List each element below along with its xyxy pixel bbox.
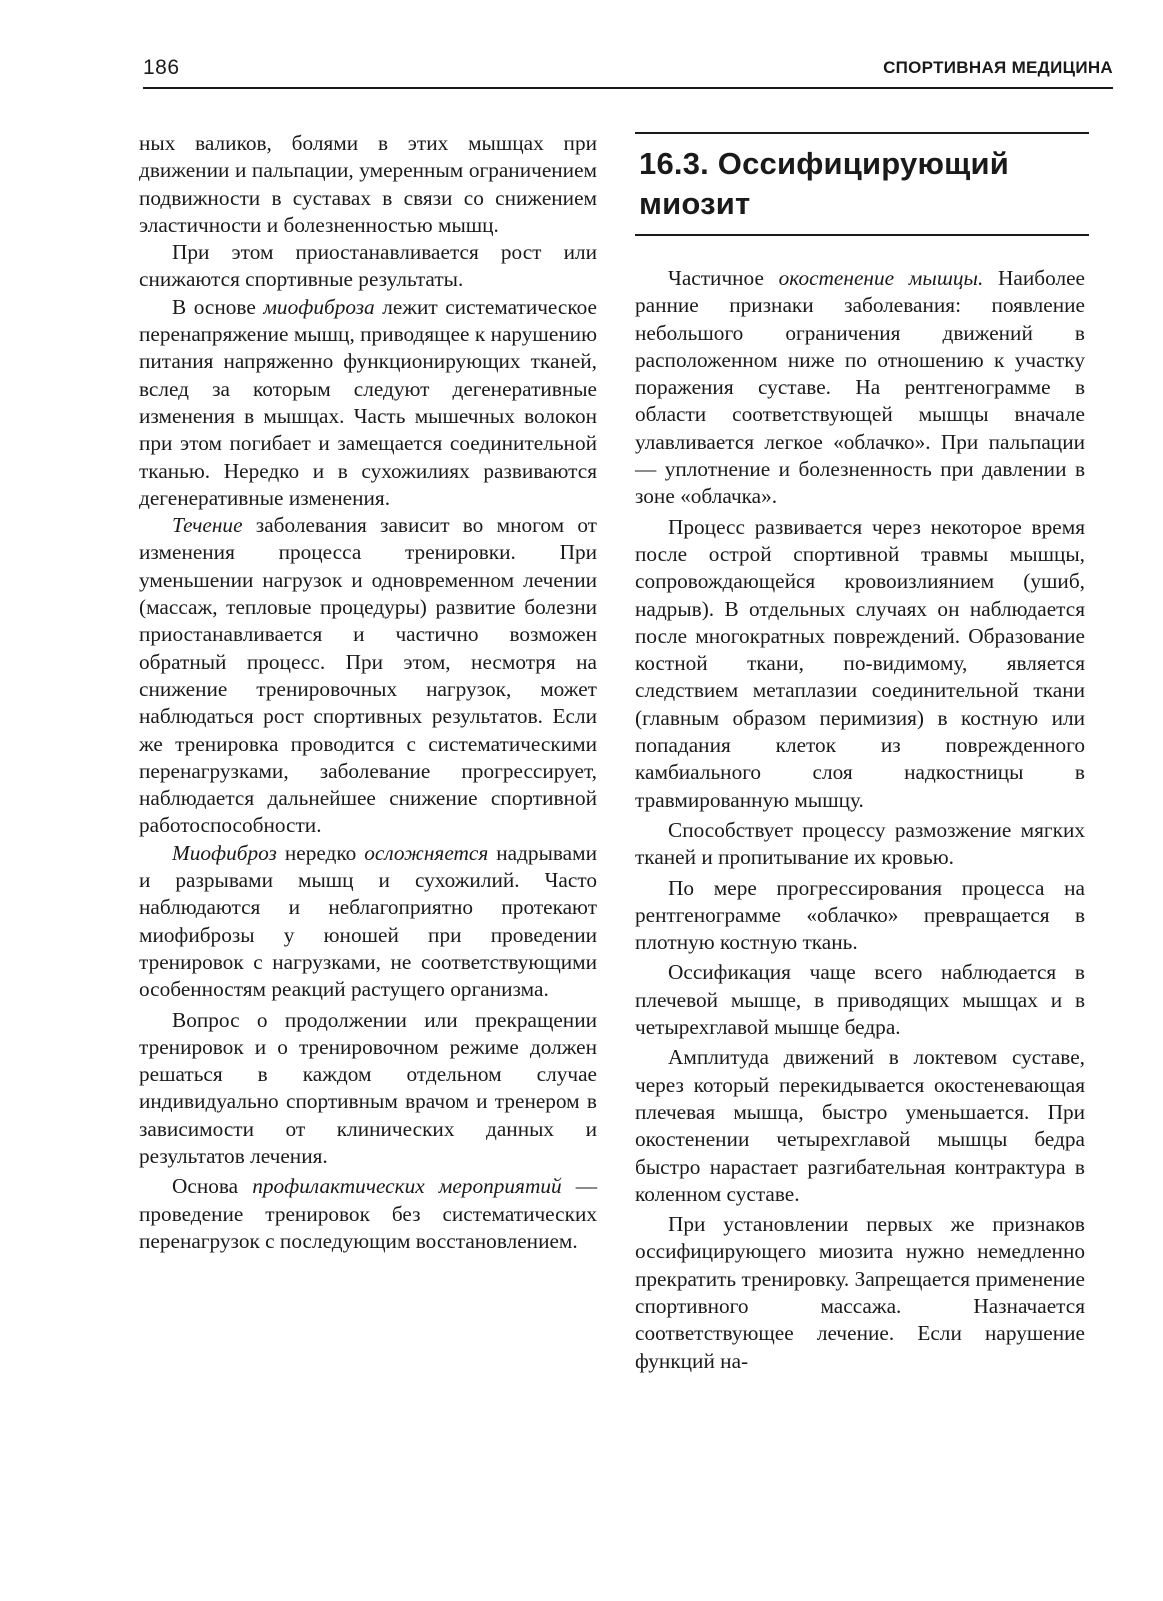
- paragraph: ных валиков, болями в этих мышцах при движении и пальпации, умеренным ограничением подвижности в суставах в связи со снижением эластичности и болезненностью мышц.: [139, 131, 597, 237]
- paragraph: Миофиброз нередко осложняется надрывами и разрывами мышц и сухожилий. Часто наблюдаются и неблагоприятно протекают миофиброзы у юношей при проведении тренировок с нагрузками, не соответствующими особенностям реакций растущего организма.: [139, 840, 597, 1002]
- page-number: 186: [143, 56, 180, 79]
- paragraph: При этом приостанавливается рост или снижаются спортивные результаты.: [139, 240, 597, 292]
- running-title: СПОРТИВНАЯ МЕДИЦИНА: [883, 58, 1113, 77]
- section-heading: 16.3. Оссифицирующий миозит: [639, 146, 1010, 221]
- paragraph: Процесс развивается через некоторое время после острой спортивной травмы мышцы, сопровождающейся кровоизлиянием (ушиб, надрыв). В отдельных случаях он наблюдается после многократных повреждений. Образование костной ткани, по-видимому, является следствием метаплазии соединительной ткани (главным образом перимизия) в костную или попадания клеток из поврежденного камбиального слоя надкостницы в травмированную мышцу.: [635, 514, 1085, 812]
- paragraph: В основе миофиброза лежит систематическое перенапряжение мышц, приводящее к нарушению питания напряженно функционирующих тканей, вслед за которым следуют дегенеративные изменения в мышцах. Часть мышечных волокон при этом погибает и замещается соединительной тканью. Нередко и в сухожилиях развиваются дегенеративные изменения.: [139, 294, 597, 510]
- paragraph: Оссификация чаще всего наблюдается в плечевой мышце, в приводящих мышцах и в четырехглавой мышце бедра.: [635, 960, 1085, 1040]
- paragraph: Течение заболевания зависит во многом от изменения процесса тренировки. При уменьшении нагрузок и одновременном лечении (массаж, тепловые процедуры) развитие болезни приостанавливается и частично возможен обратный процесс. При этом, несмотря на снижение тренировочных нагрузок, может наблюдаться рост спортивных результатов. Если же тренировка проводится с систематическими перенагрузками, заболевание прогрессирует, наблюдается дальнейшее снижение спортивной работоспособности.: [139, 513, 597, 838]
- paragraph: По мере прогрессирования процесса на рентгенограмме «облачко» превращается в плотную костную ткань.: [635, 875, 1085, 955]
- paragraph: Амплитуда движений в локтевом суставе, через который перекидывается окостеневающая плечевая мышца, быстро уменьшается. При окостенении четырехглавой мышцы бедра быстро нарастает разгибательная контрактура в коленном суставе.: [635, 1045, 1085, 1206]
- paragraph: При установлении первых же признаков оссифицирующего миозита нужно немедленно прекратить тренировку. Запрещается применение спортивного массажа. Назначается соответствующее лечение. Если нарушение функций на-: [635, 1212, 1085, 1373]
- paragraph: Способствует процессу размозжение мягких тканей и пропитывание их кровью.: [635, 817, 1085, 870]
- paragraph: Частичное окостенение мышцы. Наиболее ранние признаки заболевания: появление небольшого ограничения движений в расположенном ниже по отношению к участку поражения суставе. На рентгенограмме в области соответствующей мышцы вначале улавливается легкое «облачко». При пальпации — уплотнение и болезненность при давлении в зоне «облачка».: [635, 266, 1085, 509]
- section-heading-box: [635, 132, 1089, 236]
- paragraph: Вопрос о продолжении или прекращении тренировок и о тренировочном режиме должен решаться в каждом отдельном случае индивидуально спортивным врачом и тренером в зависимости от клинических данных и результатов лечения.: [139, 1007, 597, 1168]
- left-column: [139, 130, 597, 1255]
- header-rule: [143, 87, 1113, 89]
- paragraph: Основа профилактических мероприятий — проведение тренировок без систематических перенагрузок с последующим восстановлением.: [139, 1174, 598, 1253]
- right-column: [635, 265, 1085, 1375]
